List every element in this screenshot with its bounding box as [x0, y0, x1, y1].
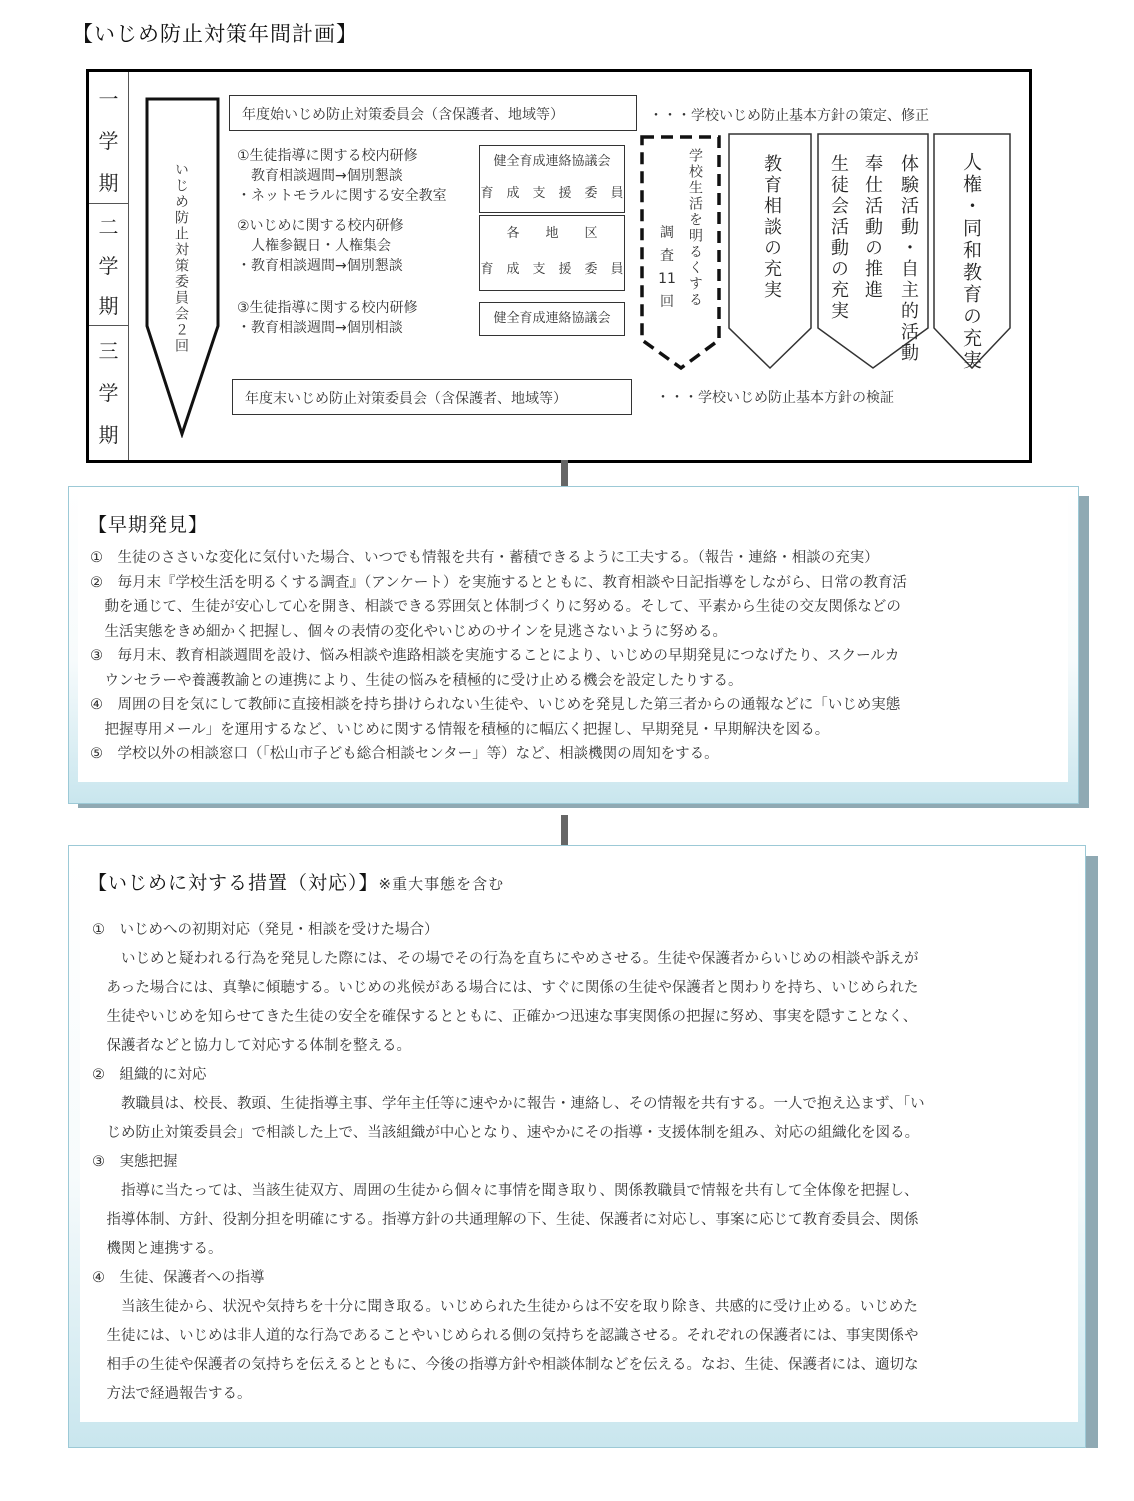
response-heading: 【いじめに対する措置（対応）】※重大事態を含む — [88, 872, 505, 894]
page-title: 【いじめ防止対策年間計画】 — [72, 22, 358, 46]
list-item: 機関と連携する。 — [92, 1241, 223, 1257]
activity-arrow-label-a: 生徒会活動の充実 — [828, 154, 849, 322]
liaison-box-2: 各 地 区 育 成 支 援 委 員 — [479, 215, 625, 291]
consult-arrow-label: 教育相談の充実 — [761, 154, 782, 301]
list-item: ② 毎月末『学校生活を明るくする調査』（アンケート）を実施するとともに、教育相談や日記指導をしながら、日常の教育活 — [90, 574, 907, 591]
list-item: じめ防止対策委員会」で相談した上で、当該組織が中心となり、速やかにその指導・支援体制を組み、対応の組織化を図る。 — [92, 1125, 920, 1141]
list-item: 生徒やいじめを知らせてきた生徒の安全を確保するとともに、正確かつ迅速な事実関係の把握に努め、事実を隠すことなく、 — [92, 1009, 918, 1025]
term-column — [89, 72, 129, 460]
list-item: ① いじめへの初期対応（発見・相談を受けた場合） — [92, 922, 439, 938]
list-item: ④ 周囲の目を気にして教師に直接相談を持ち掛けられない生徒や、いじめを発見した第三者からの通報などに「いじめ実態 — [90, 697, 901, 713]
survey-count: 調 査 11 回 — [658, 225, 676, 310]
connector — [561, 460, 568, 488]
activity-arrow-label-c: 体験活動・自主的活動 — [898, 154, 919, 364]
list-item: 生活実態をきめ細かく把握し、個々の表情の変化やいじめのサインを見逃さないように努める。 — [90, 623, 727, 640]
list-item: いじめと疑われる行為を発見した際には、その場でその行為を直ちにやめさせる。生徒や保護者からいじめの相談や訴えが — [92, 951, 919, 967]
list-item: 方法で経過報告する。 — [92, 1386, 252, 1402]
list-item: 指導に当たっては、当該生徒双方、周囲の生徒から個々に事情を聞き取り、関係教職員で情報を共有して全体像を把握し、 — [92, 1183, 919, 1199]
list-item: ⑤ 学校以外の相談窓口（「松山市子ども総合相談センター」等）など、相談機関の周知をする。 — [90, 746, 719, 762]
survey-arrow-label: 学校生活を明るくする — [687, 148, 703, 308]
survey-arrow-shape — [637, 132, 727, 372]
annual-plan-diagram — [86, 69, 1032, 463]
list-item: 動を通じて、生徒が安心して心を開き、相談できる雰囲気と体制づくりに努める。そして、平素から生徒の交友関係などの — [90, 599, 901, 615]
early-heading: 【早期発見】 — [88, 514, 209, 536]
end-committee-box: 年度末いじめ防止対策委員会（含保護者、地域等） — [232, 379, 632, 415]
early-list — [90, 546, 907, 767]
term-2: 二 学 期 — [98, 215, 119, 318]
training-3: ③生徒指導に関する校内研修 ・教育相談週間→個別相談 — [237, 300, 418, 336]
training-2: ②いじめに関する校内研修 人権参観日・人権集会 ・教育相談週間→個別懇談 — [237, 218, 404, 274]
list-item: ③ 毎月末、教育相談週間を設け、悩み相談や進路相談を実施することにより、いじめの早期発見につなげたり、スクールカ — [90, 648, 900, 664]
start-note: ・・・学校いじめ防止基本方針の策定、修正 — [649, 108, 929, 124]
list-item: 保護者などと協力して対応する体制を整える。 — [92, 1038, 411, 1054]
end-note: ・・・学校いじめ防止基本方針の検証 — [656, 390, 894, 406]
response-list — [92, 916, 925, 1409]
term-3: 三 学 期 — [98, 338, 119, 447]
training-1: ①生徒指導に関する校内研修 教育相談週間→個別懇談 ・ネットモラルに関する安全教室 — [237, 148, 447, 204]
list-item: ③ 実態把握 — [92, 1154, 178, 1170]
response-heading-note: ※重大事態を含む — [378, 875, 505, 893]
committee-arrow-label: いじめ防止対策委員会２回 — [173, 162, 189, 354]
list-item: 生徒には、いじめは非人道的な行為であることやいじめられる側の気持ちを認識させる。それぞれの保護者には、事実関係や — [92, 1328, 919, 1344]
term-divider — [89, 325, 128, 326]
list-item: 教職員は、校長、教頭、生徒指導主事、学年主任等に速やかに報告・連絡し、その情報を共有する。一人で抱え込まず、「い — [92, 1096, 925, 1112]
liaison-box-3: 健全育成連絡協議会 — [479, 302, 625, 336]
list-item: ウンセラーや養護教諭との連携により、生徒の悩みを積極的に受け止める機会を設定したりする。 — [90, 672, 743, 689]
list-item: ② 組織的に対応 — [92, 1067, 207, 1083]
list-item: ④ 生徒、保護者への指導 — [92, 1270, 265, 1286]
list-item: 指導体制、方針、役割分担を明確にする。指導方針の共通理解の下、生徒、保護者に対応し、事案に応じて教育委員会、関係 — [92, 1212, 919, 1228]
list-item: 相手の生徒や保護者の気持ちを伝えるとともに、今後の指導方針や相談体制などを伝える。なお、生徒、保護者には、適切な — [92, 1357, 919, 1373]
list-item: ① 生徒のささいな変化に気付いた場合、いつでも情報を共有・蓄積できるように工夫する。（報告・連絡・相談の充実） — [90, 550, 879, 566]
list-item: あった場合には、真摯に傾聴する。いじめの兆候がある場合には、すぐに関係の生徒や保護者と関わりを持ち、いじめられた — [92, 980, 919, 996]
term-1: 一 学 期 — [98, 86, 119, 195]
term-divider — [89, 203, 128, 204]
rights-arrow-label: 人権・同和教育の充実 — [960, 152, 982, 372]
start-committee-box: 年度始いじめ防止対策委員会（含保護者、地域等） — [229, 95, 637, 131]
list-item: 把握専用メール」を運用するなど、いじめに関する情報を積極的に幅広く把握し、早期発見・早期解決を図る。 — [90, 721, 830, 738]
activity-arrow-label-b: 奉仕活動の推進 — [862, 154, 883, 301]
liaison-box-1: 健全育成連絡協議会 育 成 支 援 委 員 — [479, 145, 625, 213]
list-item: 当該生徒から、状況や気持ちを十分に聞き取る。いじめられた生徒からは不安を取り除き、共感的に受け止める。いじめた — [92, 1299, 918, 1315]
connector — [561, 815, 568, 845]
